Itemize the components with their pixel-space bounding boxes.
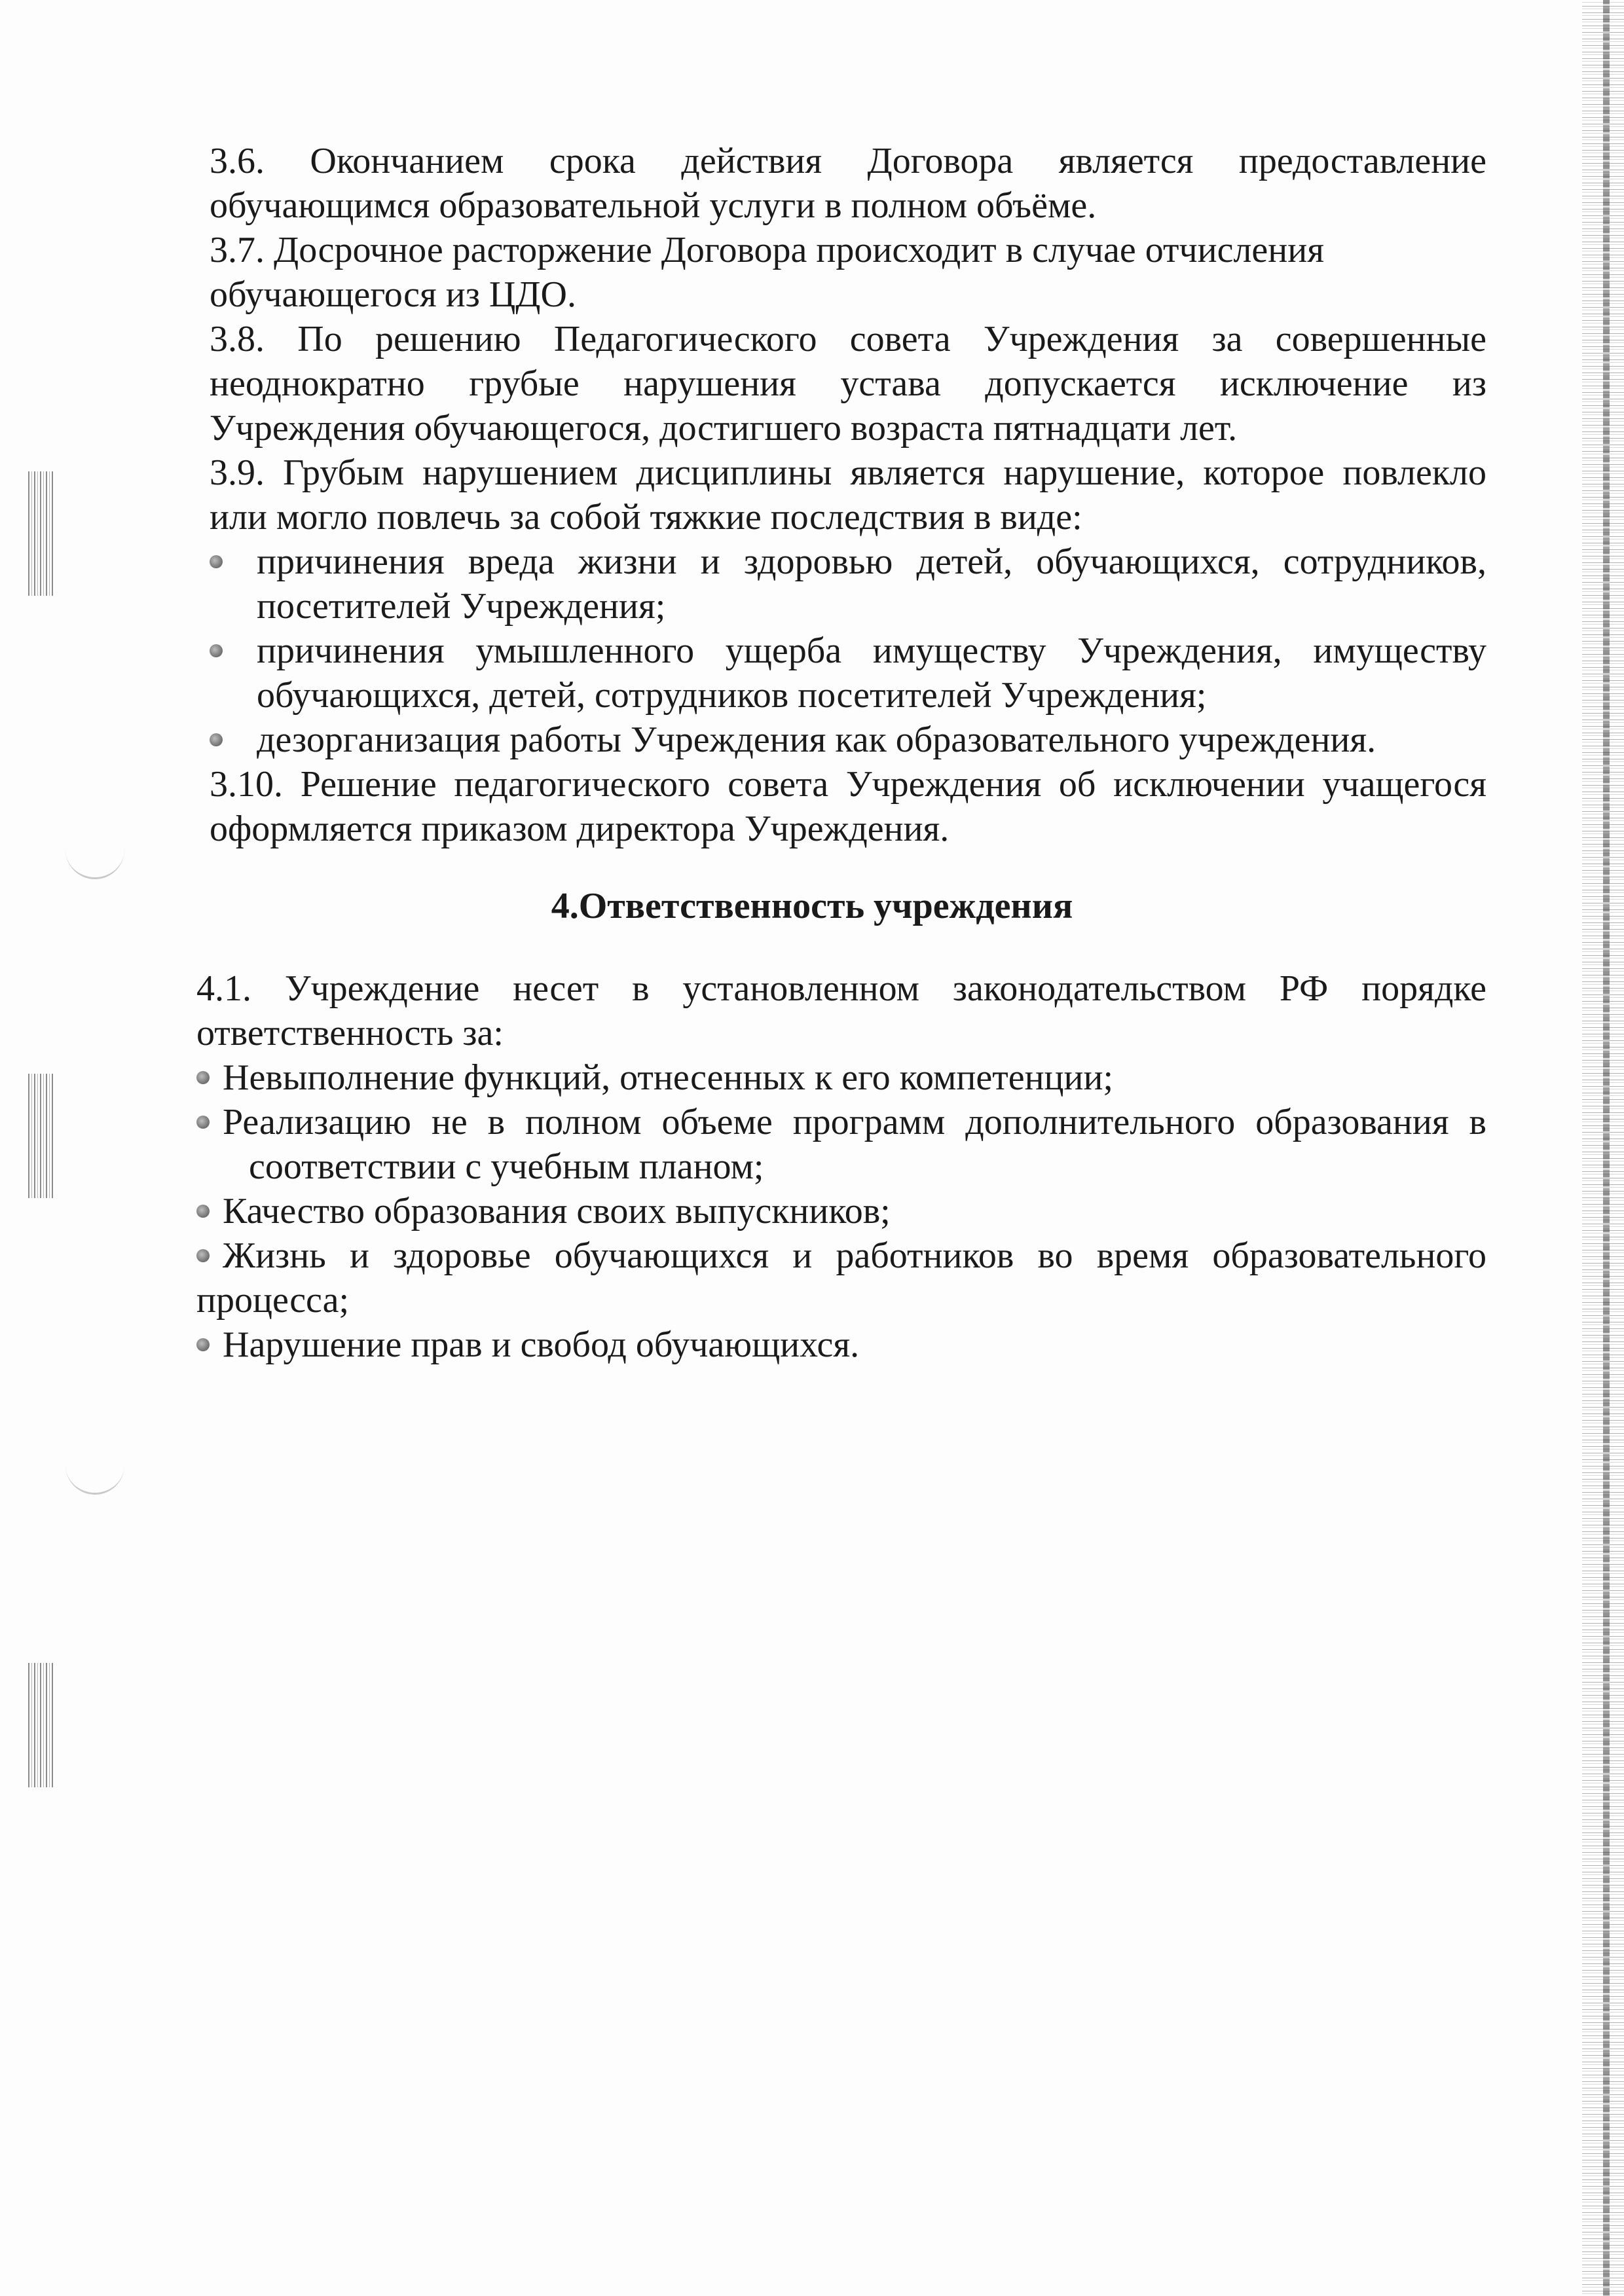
binder-hole-arc	[65, 1453, 124, 1495]
list-item	[210, 539, 1486, 629]
list-item-line-2: посетителей Учреждения;	[257, 586, 666, 627]
bullet-icon	[196, 1205, 210, 1218]
paragraph-3-10-line-1: 3.10. Решение педагогического совета Учреждения об исключении учащегося	[210, 764, 1486, 805]
bullet-icon	[196, 1071, 210, 1084]
scan-edge-artifact-inner	[1603, 0, 1610, 2296]
paragraph-3-8-line-3: Учреждения обучающегося, достигшего возраста пятнадцати лет.	[210, 408, 1238, 448]
bullet-icon	[210, 733, 223, 746]
paragraph-4-1-line-2: ответственность за:	[196, 1013, 504, 1053]
list-item-line-1: причинения умышленного ущерба имуществу Учреждения, имуществу	[257, 630, 1486, 671]
list-item-line-1: дезорганизация работы Учреждения как образовательного учреждения.	[257, 720, 1376, 760]
paragraph-3-8-line-2: неоднократно грубые нарушения устава допускается исключение из	[210, 363, 1486, 404]
paragraph-4-1-line-1: 4.1. Учреждение несет в установленном законодательством РФ порядке	[196, 968, 1486, 1009]
paragraph-3-6-line-1: 3.6. Окончанием срока действия Договора является предоставление	[210, 141, 1486, 181]
paragraph-3-7-line-1: 3.7. Досрочное расторжение Договора происходит в случае отчисления	[210, 230, 1324, 270]
list-item-line-2: соответствии с учебным планом;	[249, 1146, 764, 1187]
list-item	[196, 1055, 1486, 1100]
paragraph-3-8-line-1: 3.8. По решению Педагогического совета Учреждения за совершенные	[210, 319, 1486, 359]
paragraph-3-9-line-2: или могло повлечь за собой тяжкие последствия в виде:	[210, 497, 1082, 538]
list-item-line-1: Жизнь и здоровье обучающихся и работников во время образовательного	[223, 1235, 1486, 1276]
binder-punch-mark	[26, 471, 55, 596]
list-item-line-1: Нарушение прав и свобод обучающихся.	[223, 1324, 860, 1365]
list-item	[196, 1100, 1486, 1189]
list-item	[210, 629, 1486, 718]
list-item-line-2: процесса;	[196, 1280, 349, 1321]
list-item-line-1: Невыполнение функций, отнесенных к его компетенции;	[223, 1057, 1113, 1098]
section-4-text	[196, 966, 1486, 1367]
bullet-icon	[210, 555, 223, 568]
list-item	[196, 1322, 1486, 1367]
list-item	[196, 1189, 1486, 1233]
bullet-icon	[196, 1116, 210, 1129]
binder-punch-mark	[26, 1074, 55, 1198]
bullet-icon	[196, 1249, 210, 1262]
paragraph-3-10-line-2: оформляется приказом директора Учреждения.	[210, 809, 950, 849]
paragraph-3-7-line-2: обучающегося из ЦДО.	[210, 274, 576, 315]
binder-hole-arc	[65, 838, 124, 879]
bullet-icon	[210, 644, 223, 657]
list-item-line-1: Качество образования своих выпускников;	[223, 1191, 891, 1231]
binder-punch-mark	[26, 1663, 55, 1787]
paragraph-3-6-line-2: обучающимся образовательной услуги в полном объёме.	[210, 185, 1097, 226]
section-3-text	[210, 139, 1486, 851]
section-heading: 4.Ответственность учреждения	[551, 886, 1073, 926]
list-item-line-1: Реализацию не в полном объеме программ дополнительного образования в	[223, 1102, 1486, 1142]
bullet-icon	[196, 1338, 210, 1351]
list-item	[210, 718, 1486, 762]
list-item-line-2: обучающихся, детей, сотрудников посетителей Учреждения;	[257, 675, 1207, 716]
paragraph-3-9-line-1: 3.9. Грубым нарушением дисциплины является нарушение, которое повлекло	[210, 452, 1486, 493]
list-item-line-1: причинения вреда жизни и здоровью детей, обучающихся, сотрудников,	[257, 541, 1486, 582]
list-item	[196, 1233, 1486, 1278]
